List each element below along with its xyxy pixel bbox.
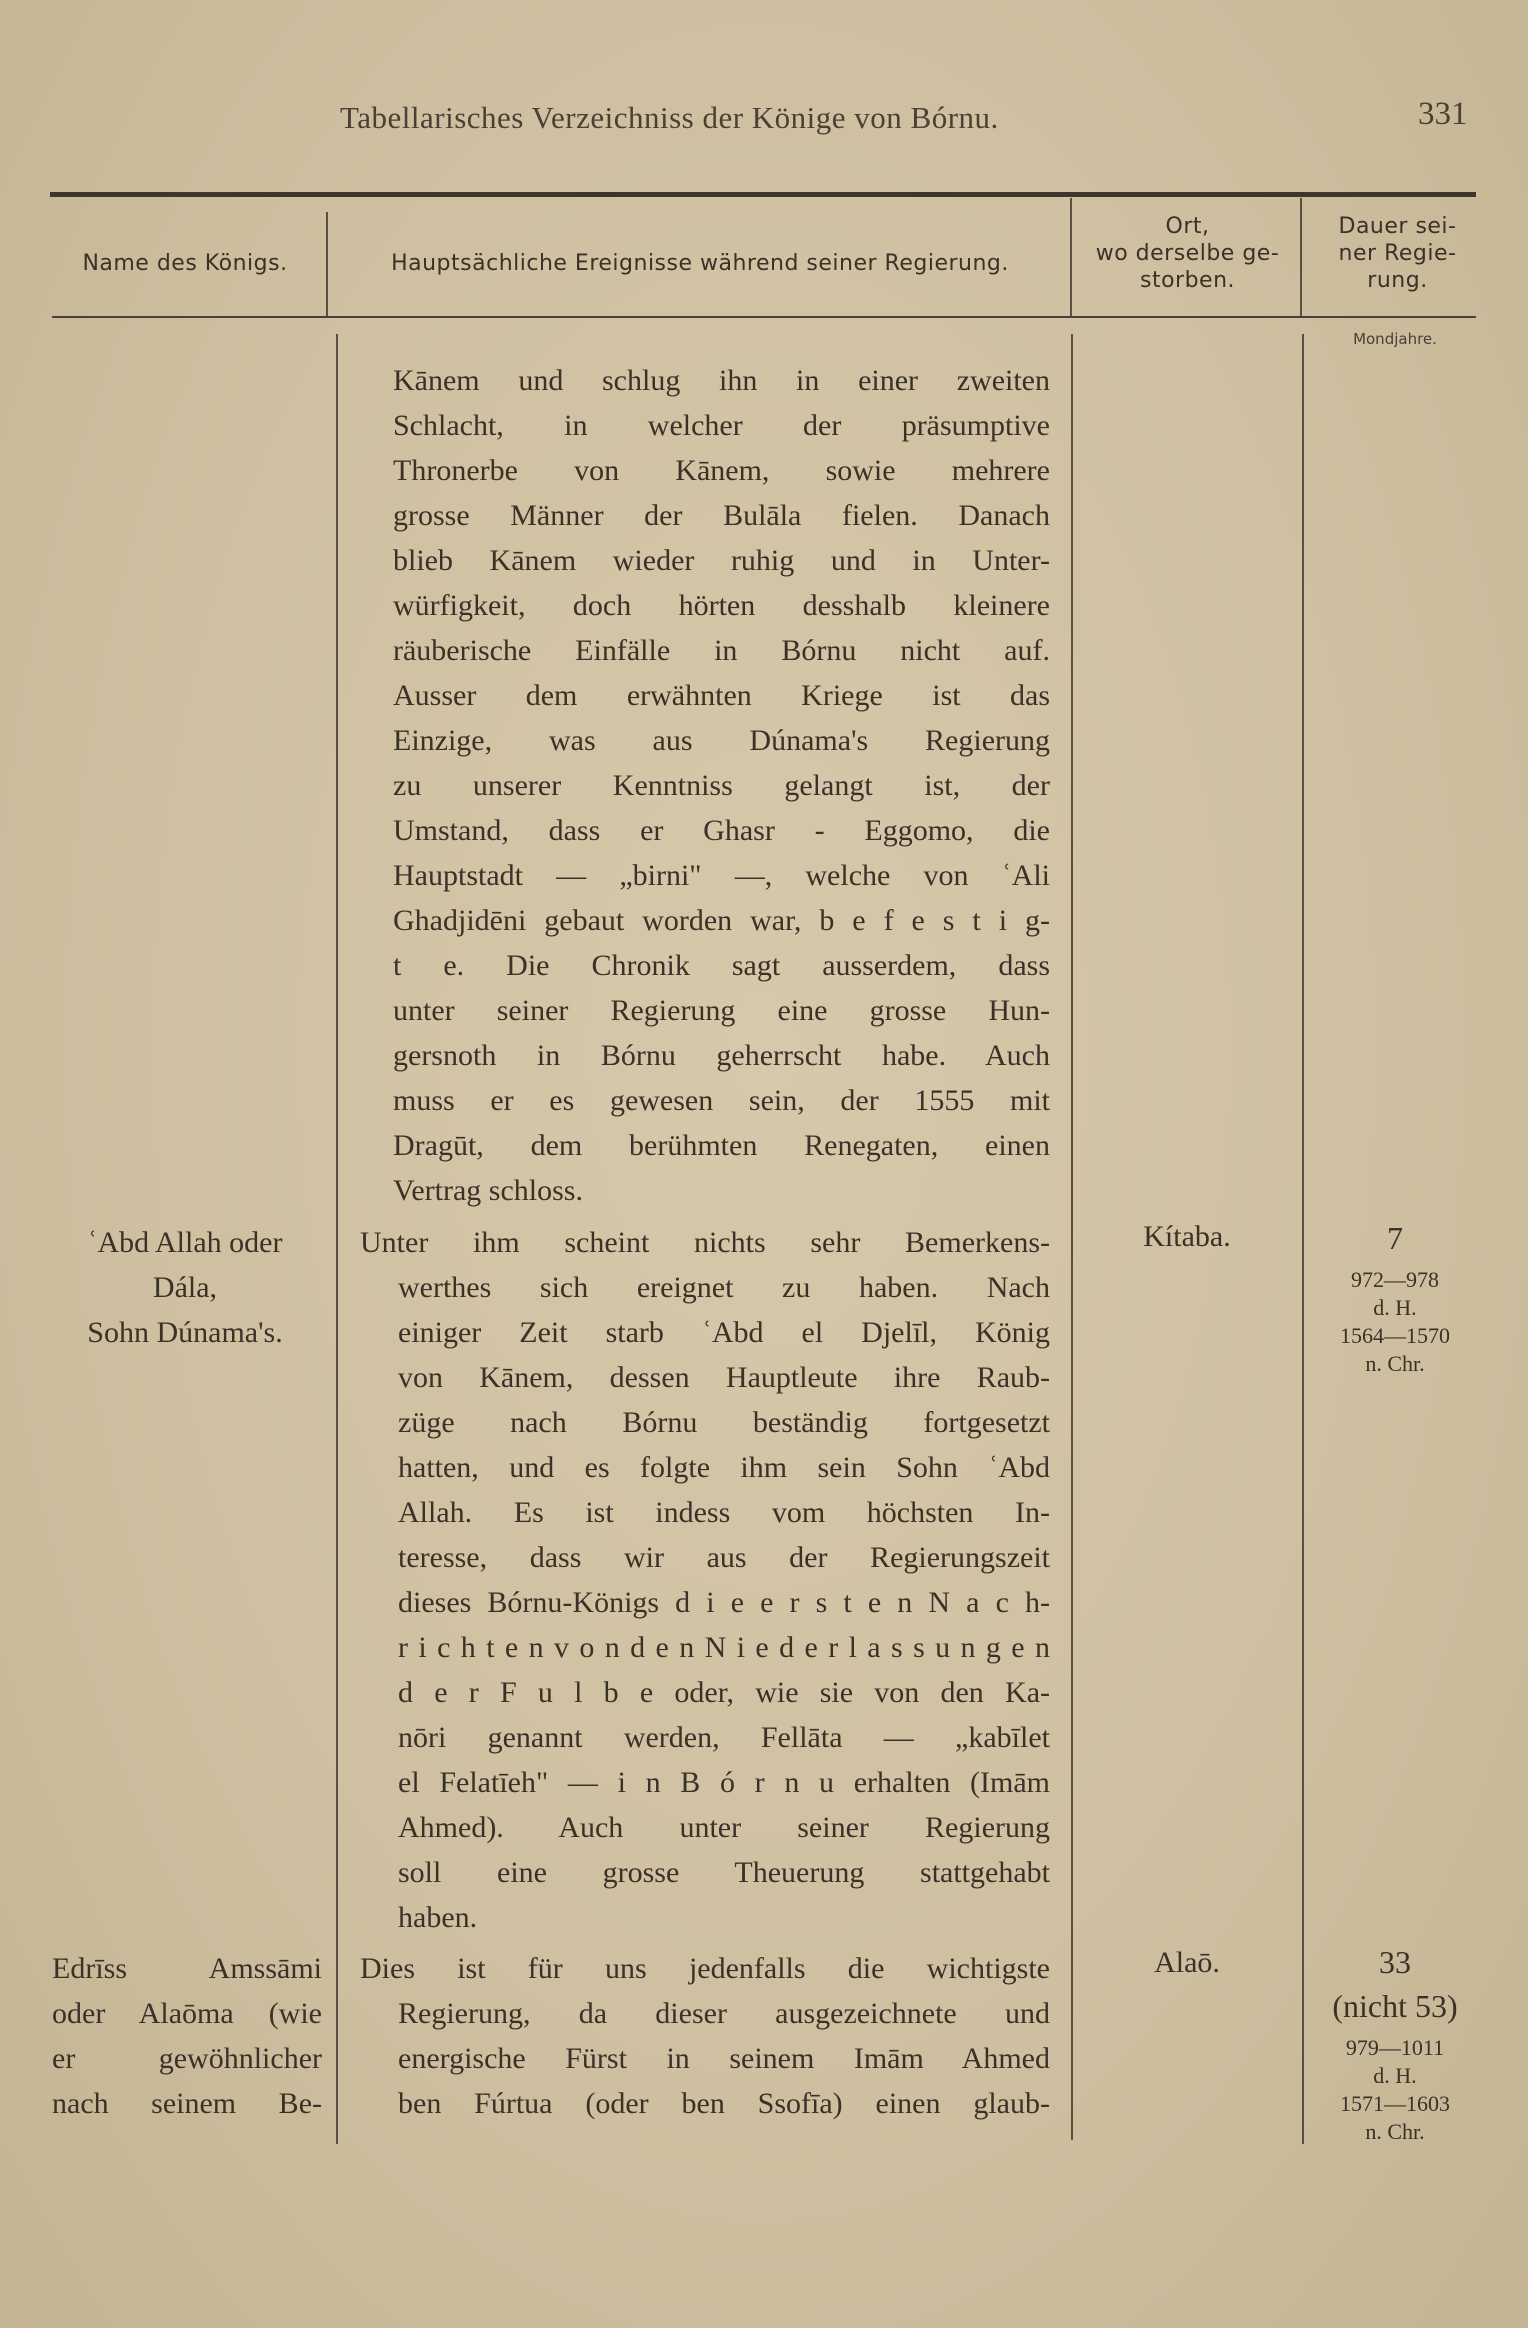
column-divider [336,334,338,2144]
running-head: Tabellarisches Verzeichniss der Könige von Bórnu. [340,100,999,135]
column-header-name: Name des Königs. [82,251,288,276]
top-rule [50,192,1476,197]
duration-note-edriss: (nicht 53) [1332,1988,1458,2024]
header-rule [52,316,1476,318]
column-header-duration: Dauer sei- ner Regie- rung. [1338,214,1457,293]
duration-years-edriss: 33 [1379,1944,1411,1980]
events-text-dunama: Kānem und schlug ihn in einer zweiten Schlacht, in welcher der präsumptive Thronerbe von Kānem, sowie mehrere grosse Männer der Bulāla fielen. Danach blieb Kānem wieder ruhig und in Unter- würfigkeit, doch hörten desshalb kleinere räuberische Einfälle in Bórnu nicht auf. Ausser dem erwähnten Kriege ist das Einzige, was aus Dúnama's Regierung zu unserer Kenntniss gelangt ist, der Umstand, dass er Ghasr - Eggomo, die Hauptstadt — „birni" —, welche von ʿAli Ghadjidēni gebaut worden war, b e f e s t i g- t e. Die Chronik sagt ausserdem, dass unter seiner Regierung eine grosse Hun- gersnoth in Bórnu geherrscht habe. Auch muss er es gewesen sein, der 1555 mit Dragūt, dem berühmten Renegaten, einen Vertrag schloss. [393,364,1050,1207]
reign-dates-edriss: 979—1011 d. H. 1571—1603 n. Chr. [1340,2035,1450,2144]
column-header-place: Ort, wo derselbe ge- storben. [1095,214,1280,293]
column-divider [1300,198,1302,316]
king-name-edriss: Edrīss Amssāmi oder Alaōma (wie er gewöhnlicher nach seinem Be- [52,1952,322,2120]
page-number: 331 [1418,96,1468,132]
reign-dates-abd-allah: 972—978 d. H. 1564—1570 n. Chr. [1340,1267,1450,1376]
death-place-edriss: Alaō. [1154,1946,1220,1979]
events-text-abd-allah: Unter ihm scheint nichts sehr Bemerkens- werthes sich ereignet zu haben. Nach einiger Zeit starb ʿAbd el Djelīl, König von Kānem, dessen Hauptleute ihre Raub- züge nach Bórnu beständig fortgesetzt hatten, und es folgte ihm sein Sohn ʿAbd Allah. Es ist indess vom höchsten In- teresse, dass wir aus der Regierungszeit dieses Bórnu-Königs d i e e r s t e n N a c h- r i c h t e n v o n d e n N i e d e r l a s s u n g e n d e r F u l b e oder, wie sie von den Ka- nōri genannt werden, Fellāta — „kabīlet el Felatīeh" — i n B ó r n u erhalten (Imām Ahmed). Auch unter seiner Regierung soll eine grosse Theuerung stattgehabt haben. [360,1226,1050,1934]
column-divider [1070,198,1072,316]
king-name-abd-allah: ʿAbd Allah oder Dála, Sohn Dúnama's. [87,1226,283,1349]
death-place-abd-allah: Kítaba. [1143,1220,1231,1253]
duration-unit-label: Mondjahre. [1353,330,1437,348]
events-text-edriss: Dies ist für uns jedenfalls die wichtigste Regierung, da dieser ausgezeichnete und energische Fürst in seinem Imām Ahmed ben Fúrtua (oder ben Ssofīa) einen glaub- [360,1952,1050,2120]
column-header-events: Hauptsächliche Ereignisse während seiner Regierung. [391,251,1009,276]
column-divider [326,212,328,316]
duration-years-abd-allah: 7 [1387,1220,1403,1256]
